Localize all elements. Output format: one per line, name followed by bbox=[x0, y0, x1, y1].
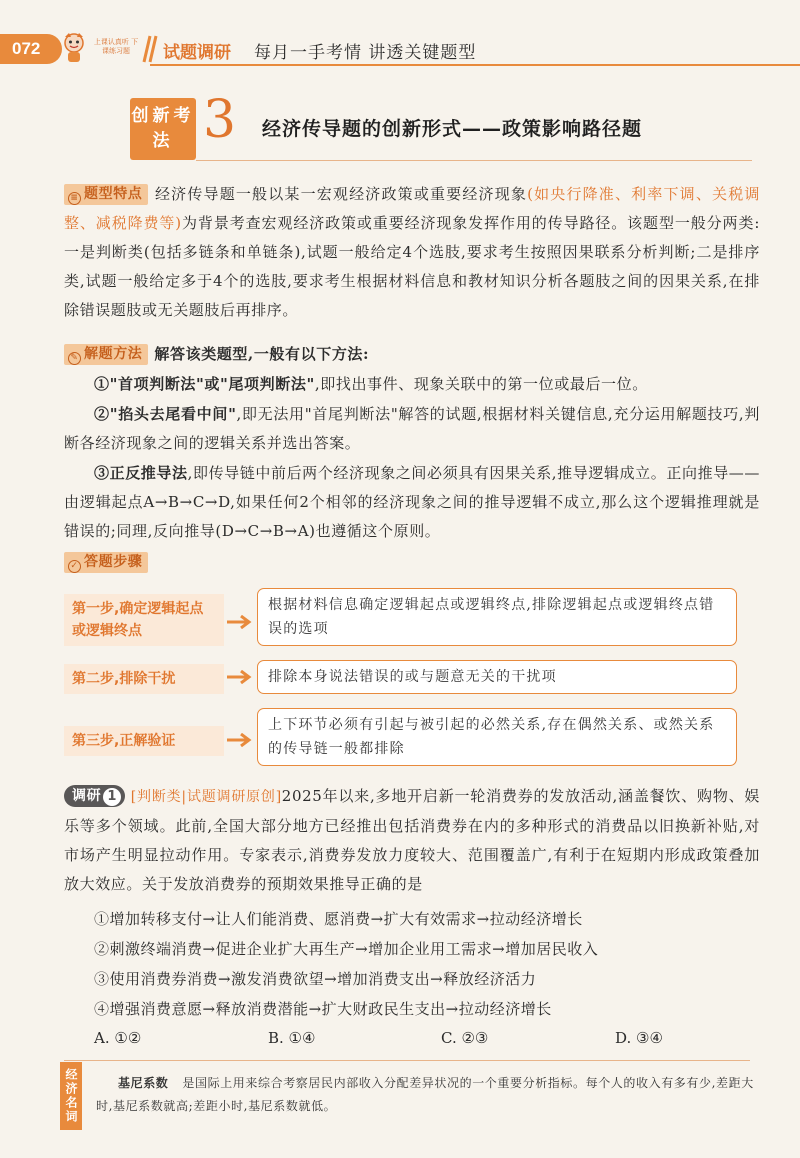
glossary-entry bbox=[96, 1072, 756, 1118]
brand-slogan: 上课认真听 下课练习题 bbox=[93, 38, 139, 55]
method-3: ③正反推导法,即传导链中前后两个经济现象之间必须具有因果关系,推导逻辑成立。正向推导——由逻辑起点A→B→C→D,如果任何2个相邻的经济现象之间的推导逻辑不成立,那么这个逻辑推理就是错误的;同理,反向推导(D→C→B→A)也遵循这个原则。 bbox=[64, 464, 760, 540]
examples-highlight: (如央行降准、利率下调、关税调整、减税降费等) bbox=[64, 185, 760, 232]
glossary-definition: 是国际上用来综合考察居民内部收入分配差异状况的一个重要分析指标。每个人的收入有多有少,差距大时,基尼系数就高;差距小时,基尼系数就低。 bbox=[96, 1076, 754, 1113]
step-1-label: 第一步,确定逻辑起点或逻辑终点 bbox=[64, 594, 224, 646]
choice-c: C. ②③ bbox=[441, 1029, 489, 1047]
arrow-right-icon bbox=[227, 670, 255, 684]
steps-icon: ✓ bbox=[68, 560, 81, 573]
step-2-label: 第二步,排除干扰 bbox=[64, 664, 224, 694]
footer-divider bbox=[64, 1060, 750, 1061]
option-4: ④增强消费意愿→释放消费潜能→扩大财政民生支出→拉动经济增长 bbox=[94, 1000, 552, 1018]
page-header bbox=[0, 0, 800, 70]
choice-a: A. ①② bbox=[94, 1029, 142, 1047]
question-badge: 调研 1 bbox=[64, 785, 125, 807]
glossary-term: 基尼系数 bbox=[118, 1076, 169, 1090]
section-name: 试题调研 bbox=[163, 43, 231, 63]
option-3: ③使用消费券消费→激发消费欲望→增加消费支出→释放经济活力 bbox=[94, 970, 537, 988]
choice-b: B. ①④ bbox=[268, 1029, 316, 1047]
method-1: ①"首项判断法"或"尾项判断法",即找出事件、现象关联中的第一位或最后一位。 bbox=[94, 375, 648, 393]
features-label: ≡ 题型特点 bbox=[64, 184, 148, 205]
arrow-right-icon bbox=[227, 733, 255, 747]
page-title: 经济传导题的创新形式——政策影响路径题 bbox=[262, 118, 643, 140]
arrow-right-icon bbox=[227, 615, 255, 629]
choice-d: D. ③④ bbox=[615, 1029, 663, 1047]
question-stem: 调研 1 [判断类|试题调研原创]2025年以来,多地开启新一轮消费券的发放活动,涵盖餐饮、购物、娱乐等多个领域。此前,全国大部分地方已经推出包括消费券在内的多种形式的消费品以旧换新补贴,对市场产生明显拉动作用。专家表示,消费券发放力度较大、范围覆盖广,有利于在短期内形成政策叠加放大效应。关于发放消费券的预期效果推导正确的是 bbox=[64, 787, 761, 893]
title-divider bbox=[196, 160, 752, 161]
methods-label: ✎ 解题方法 bbox=[64, 344, 148, 365]
step-2-desc: 排除本身说法错误的或与题意无关的干扰项 bbox=[257, 660, 737, 694]
title-number: 3 bbox=[203, 90, 237, 150]
option-1: ①增加转移支付→让人们能消费、愿消费→扩大有效需求→拉动经济增长 bbox=[94, 910, 583, 928]
steps-label: ✓ 答题步骤 bbox=[64, 552, 148, 573]
innovation-tag: 创新考法 bbox=[130, 98, 196, 160]
step-1-desc: 根据材料信息确定逻辑起点或逻辑终点,排除逻辑起点或逻辑终点错误的选项 bbox=[257, 588, 737, 646]
section-tagline: 每月一手考情 讲透关键题型 bbox=[254, 43, 477, 63]
methods-heading: ✎ 解题方法 解答该类题型,一般有以下方法: bbox=[64, 340, 760, 369]
steps-heading bbox=[64, 548, 760, 577]
note-icon: ≡ bbox=[68, 192, 81, 205]
mascot-icon bbox=[58, 30, 90, 64]
question-source: [判断类|试题调研原创] bbox=[130, 789, 282, 805]
step-3-label: 第三步,正解验证 bbox=[64, 726, 224, 756]
question-type-features: ≡ 题型特点 经济传导题一般以某一宏观经济政策或重要经济现象(如央行降准、利率下调、关税调整、减税降费等)为背景考查宏观经济政策或重要经济现象发挥作用的传导路径。该题型一般分两类:一是判断类(包括多链条和单链条),试题一般给定4个选肢,要求考生按照因果联系分析判断;二是排序类,试题一般给定多于4个的选肢,要求考生根据材料信息和教材知识分析各题肢之间的因果关系,在排除错误题肢或无关题肢后再排序。 bbox=[64, 185, 760, 319]
page-number: 072 bbox=[0, 34, 62, 64]
key-icon: ✎ bbox=[68, 352, 81, 365]
header-divider bbox=[150, 64, 800, 66]
glossary-tab: 经济名词 bbox=[60, 1062, 82, 1130]
slash-decoration-icon bbox=[142, 34, 158, 64]
method-2: ②"掐头去尾看中间",即无法用"首尾判断法"解答的试题,根据材料关键信息,充分运用解题技巧,判断各经济现象之间的逻辑关系并选出答案。 bbox=[64, 405, 760, 452]
option-2: ②刺激终端消费→促进企业扩大再生产→增加企业用工需求→增加居民收入 bbox=[94, 940, 599, 958]
step-3-desc: 上下环节必须有引起与被引起的必然关系,存在偶然关系、或然关系的传导链一般都排除 bbox=[257, 708, 737, 766]
